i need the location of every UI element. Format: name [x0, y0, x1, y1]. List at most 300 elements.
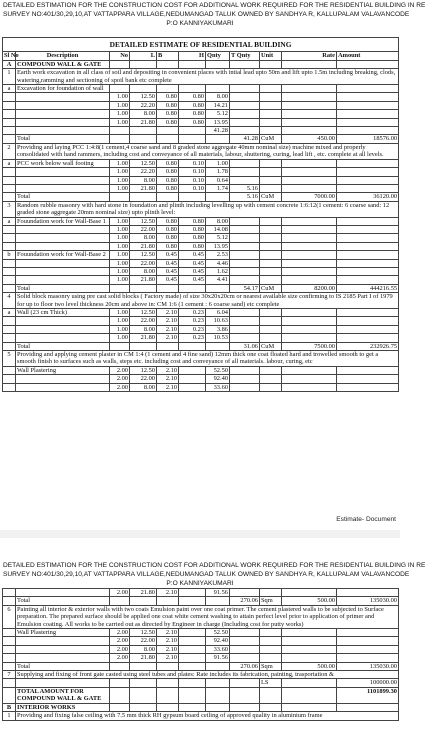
cell-l	[130, 60, 157, 68]
cell-unit	[260, 276, 282, 284]
cell-amount	[337, 176, 399, 184]
cell-l: 8.00	[130, 325, 157, 333]
cell-amount	[337, 101, 399, 109]
estimate-table-page-2	[2, 588, 399, 721]
table-row	[3, 334, 399, 342]
cell-l	[130, 662, 157, 670]
cell-b: 2.10	[157, 325, 179, 333]
cell-sl-no	[3, 168, 16, 176]
cell-sl-no: a	[3, 217, 16, 225]
cell-rate	[282, 110, 337, 118]
col-l: L	[130, 52, 157, 60]
cell-unit: CuM	[260, 284, 282, 292]
cell-amount	[337, 334, 399, 342]
cell-description	[16, 225, 110, 233]
cell-amount: 1101899.30	[337, 687, 399, 703]
cell-h	[179, 135, 206, 143]
cell-l: 21.80	[130, 334, 157, 342]
cell-sl-no	[3, 93, 16, 101]
cell-t-qnty	[230, 234, 260, 242]
cell-l: 12.50	[130, 93, 157, 101]
cell-item-description: Providing and laying PCC 1:4:8(1 cement,4 coarse sand and 8 graded stone aggregate 40mm nominal size) machine mixed and properly consolidated with hand rammers, including cost and conveyance of all materials, labour, shuttering, curing, lead lift , etc. complete at all levels.	[16, 143, 399, 159]
cell-l: 8.00	[130, 234, 157, 242]
cell-rate	[282, 267, 337, 275]
cell-rate	[282, 309, 337, 317]
cell-t-qnty: 270.06	[230, 597, 260, 605]
table-row	[3, 251, 399, 259]
cell-amount	[337, 309, 399, 317]
cell-b: 0.80	[157, 234, 179, 242]
cell-qnty: 10.63	[206, 317, 230, 325]
cell-l: 8.00	[130, 645, 157, 653]
cell-h: 0.45	[179, 259, 206, 267]
cell-unit	[260, 176, 282, 184]
cell-h: 0.80	[179, 110, 206, 118]
cell-item-description: Providing and applying cement plaster in CM 1:4 (1 cement and 4 fine sand) 12mm thick one coat floated hard and trowelled smooth to get a smooth finish to surfaces such as walls, steps etc. including cost and conveyance of all materials. labour, curing, etc	[16, 351, 399, 367]
table-row	[3, 342, 399, 350]
table-title: DETAILED ESTIMATE OF RESIDENTIAL BUILDING	[3, 38, 399, 52]
cell-qnty: 8.00	[206, 93, 230, 101]
cell-h	[179, 60, 206, 68]
cell-l	[130, 135, 157, 143]
cell-amount	[337, 85, 399, 93]
cell-l: 21.80	[130, 184, 157, 192]
col-no: No	[110, 52, 130, 60]
cell-qnty	[206, 193, 230, 201]
cell-description: Total	[16, 284, 110, 292]
cell-description: Wall (23 cm Thick)	[16, 309, 110, 317]
cell-rate	[282, 225, 337, 233]
cell-amount: 232926.75	[337, 342, 399, 350]
cell-t-qnty	[230, 383, 260, 391]
cell-l: 21.80	[130, 654, 157, 662]
cell-l	[130, 703, 157, 711]
col-qnty: Qnty	[206, 52, 230, 60]
cell-l: 8.00	[130, 267, 157, 275]
cell-rate	[282, 679, 337, 687]
cell-t-qnty	[230, 85, 260, 93]
cell-qnty	[206, 597, 230, 605]
cell-rate	[282, 589, 337, 597]
cell-description	[16, 679, 110, 687]
cell-b	[157, 597, 179, 605]
cell-t-qnty	[230, 60, 260, 68]
cell-unit	[260, 654, 282, 662]
cell-l: 12.50	[130, 251, 157, 259]
cell-amount: 100000.00	[337, 679, 399, 687]
cell-b: 0.80	[157, 93, 179, 101]
table-row	[3, 366, 399, 374]
cell-qnty: 52.50	[206, 629, 230, 637]
cell-t-qnty	[230, 242, 260, 250]
cell-b: 0.45	[157, 259, 179, 267]
cell-no: 1.00	[110, 309, 130, 317]
cell-l: 22.00	[130, 375, 157, 383]
cell-qnty: 14.08	[206, 225, 230, 233]
cell-b	[157, 60, 179, 68]
cell-description	[16, 383, 110, 391]
cell-l: 21.80	[130, 276, 157, 284]
cell-sl-no	[3, 589, 16, 597]
cell-sl-no	[3, 242, 16, 250]
cell-b	[157, 662, 179, 670]
cell-t-qnty	[230, 176, 260, 184]
cell-item-description: Earth work excavation in all class of soil and depositing in convenient places with intial lead upto 50m and lift upto 1.5m including breaking, clods, watering,ramming and sectioning of spoil bank etc complete	[16, 69, 399, 85]
cell-no: 1.00	[110, 168, 130, 176]
table-row	[3, 176, 399, 184]
cell-h: 0.10	[179, 168, 206, 176]
cell-no: 1.00	[110, 159, 130, 167]
cell-l: 21.80	[130, 589, 157, 597]
cell-no: 2.00	[110, 637, 130, 645]
cell-t-qnty	[230, 334, 260, 342]
cell-description	[16, 589, 110, 597]
cell-amount	[337, 267, 399, 275]
cell-sl-no	[3, 184, 16, 192]
cell-rate	[282, 159, 337, 167]
cell-l	[130, 193, 157, 201]
cell-no: 2.00	[110, 654, 130, 662]
cell-t-qnty: 5.16	[230, 193, 260, 201]
header-line-1: DETAILED ESTIMATION FOR THE CONSTRUCTION COST FOR ADDITIONAL WORK REQUIRED FOR THE RESIDENTIAL BUILDING IN RE	[3, 562, 425, 569]
cell-amount	[337, 645, 399, 653]
cell-b: 2.10	[157, 654, 179, 662]
cell-rate: 500.00	[282, 597, 337, 605]
cell-b	[157, 342, 179, 350]
table-row	[3, 712, 399, 720]
cell-description: PCC work below wall footing	[16, 159, 110, 167]
cell-rate	[282, 184, 337, 192]
cell-unit	[260, 629, 282, 637]
cell-qnty: 92.40	[206, 637, 230, 645]
cell-qnty: 6.04	[206, 309, 230, 317]
cell-qnty: 91.56	[206, 589, 230, 597]
table-row	[3, 60, 399, 68]
cell-amount: 18576.00	[337, 135, 399, 143]
cell-t-qnty	[230, 217, 260, 225]
cell-sl-no: 4	[3, 293, 16, 309]
cell-no	[110, 193, 130, 201]
cell-b: 0.80	[157, 110, 179, 118]
cell-description	[16, 101, 110, 109]
cell-qnty: 5.12	[206, 234, 230, 242]
cell-description: Wall Plastering	[16, 366, 110, 374]
cell-l: 8.00	[130, 383, 157, 391]
cell-qnty	[206, 284, 230, 292]
header-line-2: SURVEY NO:401/30,29,10,AT VATTAPPARA VILLAGE,NEDUMANGAD TALUK OWNED BY SANDHYA R, KALLUPALAM VALAVANCODE	[3, 571, 410, 578]
cell-h	[179, 85, 206, 93]
cell-no: 1.00	[110, 176, 130, 184]
cell-amount	[337, 217, 399, 225]
table-row	[3, 217, 399, 225]
cell-no: 1.00	[110, 325, 130, 333]
cell-unit	[260, 366, 282, 374]
cell-amount	[337, 375, 399, 383]
cell-sl-no	[3, 654, 16, 662]
cell-t-qnty	[230, 276, 260, 284]
cell-h: 0.10	[179, 184, 206, 192]
cell-b: 0.80	[157, 159, 179, 167]
estimate-table	[2, 37, 399, 392]
cell-amount: 36120.00	[337, 193, 399, 201]
cell-rate	[282, 234, 337, 242]
table-row	[3, 85, 399, 93]
cell-rate	[282, 325, 337, 333]
table-row	[3, 671, 399, 679]
cell-unit	[260, 184, 282, 192]
cell-no	[110, 703, 130, 711]
cell-no: 2.00	[110, 375, 130, 383]
cell-t-qnty	[230, 309, 260, 317]
table-row	[3, 259, 399, 267]
cell-rate: 7500.00	[282, 342, 337, 350]
cell-l: 12.50	[130, 629, 157, 637]
cell-qnty: 1.62	[206, 267, 230, 275]
table-row	[3, 143, 399, 159]
cell-l: 21.80	[130, 118, 157, 126]
cell-sl-no	[3, 645, 16, 653]
cell-description	[16, 637, 110, 645]
cell-no: 1.00	[110, 259, 130, 267]
cell-h: 0.80	[179, 242, 206, 250]
cell-h	[179, 703, 206, 711]
cell-qnty: 3.86	[206, 325, 230, 333]
cell-unit: Sqm	[260, 597, 282, 605]
cell-t-qnty: 54.17	[230, 284, 260, 292]
cell-no: 1.00	[110, 251, 130, 259]
cell-sl-no	[3, 679, 16, 687]
cell-rate	[282, 101, 337, 109]
cell-no: 2.00	[110, 383, 130, 391]
cell-l: 8.00	[130, 176, 157, 184]
cell-unit	[260, 375, 282, 383]
cell-h: 0.80	[179, 118, 206, 126]
cell-unit	[260, 687, 282, 703]
cell-t-qnty: 31.06	[230, 342, 260, 350]
cell-sl-no	[3, 127, 16, 135]
cell-description: Excavation for foundation of wall	[16, 85, 110, 93]
cell-unit	[260, 309, 282, 317]
cell-h	[179, 637, 206, 645]
cell-t-qnty	[230, 267, 260, 275]
cell-unit	[260, 317, 282, 325]
cell-amount	[337, 118, 399, 126]
cell-l: 12.50	[130, 309, 157, 317]
cell-sl-no: a	[3, 159, 16, 167]
cell-sl-no: 2	[3, 143, 16, 159]
cell-unit	[260, 383, 282, 391]
cell-no: 1.00	[110, 184, 130, 192]
cell-no	[110, 284, 130, 292]
cell-qnty: 41.28	[206, 127, 230, 135]
cell-description: Total	[16, 597, 110, 605]
table-row	[3, 135, 399, 143]
cell-h: 0.23	[179, 309, 206, 317]
cell-sl-no	[3, 375, 16, 383]
cell-t-qnty	[230, 637, 260, 645]
cell-no	[110, 597, 130, 605]
cell-rate	[282, 629, 337, 637]
cell-sl-no	[3, 234, 16, 242]
cell-h	[179, 687, 206, 703]
col-description: Description	[16, 52, 110, 60]
cell-t-qnty	[230, 118, 260, 126]
cell-b: 2.10	[157, 637, 179, 645]
cell-sl-no: 5	[3, 351, 16, 367]
cell-rate	[282, 118, 337, 126]
cell-rate	[282, 93, 337, 101]
cell-unit	[260, 93, 282, 101]
cell-sl-no	[3, 193, 16, 201]
header-line-3: P:O KANNIYAKUMARI	[166, 20, 234, 27]
cell-no: 1.00	[110, 317, 130, 325]
cell-l: 12.50	[130, 217, 157, 225]
cell-b: 0.80	[157, 225, 179, 233]
cell-no: 1.00	[110, 118, 130, 126]
cell-rate	[282, 703, 337, 711]
cell-t-qnty	[230, 703, 260, 711]
cell-h: 0.80	[179, 217, 206, 225]
cell-l: 22.20	[130, 101, 157, 109]
cell-t-qnty	[230, 629, 260, 637]
cell-sl-no	[3, 101, 16, 109]
cell-l: 22.00	[130, 259, 157, 267]
cell-h	[179, 662, 206, 670]
cell-amount	[337, 383, 399, 391]
cell-b	[157, 687, 179, 703]
cell-sl-no: A	[3, 60, 16, 68]
cell-qnty: 0.64	[206, 176, 230, 184]
cell-no: 1.00	[110, 242, 130, 250]
table-row	[3, 118, 399, 126]
cell-description: Fouundation work for Wall-Base 1	[16, 217, 110, 225]
col-unit: Unit	[260, 52, 282, 60]
cell-h	[179, 284, 206, 292]
cell-description	[16, 118, 110, 126]
cell-h	[179, 629, 206, 637]
cell-unit	[260, 118, 282, 126]
cell-no	[110, 342, 130, 350]
table-row	[3, 242, 399, 250]
cell-description	[16, 645, 110, 653]
cell-unit	[260, 127, 282, 135]
cell-amount	[337, 325, 399, 333]
cell-l	[130, 687, 157, 703]
cell-qnty: 13.95	[206, 118, 230, 126]
cell-sl-no: 7	[3, 671, 16, 679]
cell-h: 0.45	[179, 251, 206, 259]
cell-rate	[282, 85, 337, 93]
cell-b: 2.10	[157, 317, 179, 325]
cell-qnty: 14.21	[206, 101, 230, 109]
cell-unit	[260, 251, 282, 259]
cell-description: Fouundation work for Wall-Base 2	[16, 251, 110, 259]
cell-h	[179, 366, 206, 374]
document-header-page-2	[0, 560, 425, 588]
cell-description	[16, 334, 110, 342]
cell-amount	[337, 259, 399, 267]
cell-l: 22.00	[130, 637, 157, 645]
cell-no	[110, 679, 130, 687]
cell-b: 0.45	[157, 251, 179, 259]
cell-b: 2.10	[157, 309, 179, 317]
cell-description	[16, 267, 110, 275]
cell-no: 1.00	[110, 234, 130, 242]
cell-qnty: 4.46	[206, 259, 230, 267]
cell-qnty	[206, 662, 230, 670]
cell-t-qnty	[230, 93, 260, 101]
cell-h: 0.10	[179, 159, 206, 167]
cell-sl-no: a	[3, 309, 16, 317]
cell-l	[130, 284, 157, 292]
cell-l	[130, 679, 157, 687]
cell-rate	[282, 259, 337, 267]
cell-h	[179, 342, 206, 350]
cell-qnty: 91.56	[206, 654, 230, 662]
cell-t-qnty	[230, 159, 260, 167]
table-row	[3, 309, 399, 317]
cell-h: 0.45	[179, 267, 206, 275]
cell-h	[179, 654, 206, 662]
cell-rate	[282, 637, 337, 645]
cell-sl-no	[3, 276, 16, 284]
cell-h: 0.23	[179, 325, 206, 333]
cell-qnty: 4.41	[206, 276, 230, 284]
table-row	[3, 184, 399, 192]
cell-sl-no: 6	[3, 605, 16, 628]
cell-amount: 444216.55	[337, 284, 399, 292]
cell-rate: 8200.00	[282, 284, 337, 292]
cell-t-qnty	[230, 127, 260, 135]
table-row	[3, 101, 399, 109]
cell-amount	[337, 234, 399, 242]
cell-amount	[337, 629, 399, 637]
cell-t-qnty	[230, 679, 260, 687]
cell-rate	[282, 317, 337, 325]
cell-no: 2.00	[110, 366, 130, 374]
table-row	[3, 276, 399, 284]
cell-sl-no	[3, 629, 16, 637]
cell-b: 2.10	[157, 375, 179, 383]
cell-unit	[260, 85, 282, 93]
cell-item-description: Solid block masonry using pre cast solid blocks ( Factory made) of size 30x20x20cm or nearest available size confirming to IS 2185 Part I of 1979 for up to floor two level thickness 20cm and above in: CM 1:6 (1 cement : 6 coarse sand) etc complete	[16, 293, 399, 309]
cell-h	[179, 127, 206, 135]
cell-h	[179, 679, 206, 687]
cell-sl-no	[3, 383, 16, 391]
table-row	[3, 589, 399, 597]
cell-b	[157, 85, 179, 93]
table-row	[3, 110, 399, 118]
page-footer: Estimate- Document	[336, 516, 396, 523]
cell-unit	[260, 101, 282, 109]
cell-rate	[282, 276, 337, 284]
cell-rate	[282, 242, 337, 250]
cell-l: 22.00	[130, 317, 157, 325]
cell-amount	[337, 168, 399, 176]
cell-sl-no	[3, 135, 16, 143]
table-row	[3, 69, 399, 85]
cell-sl-no: 1	[3, 69, 16, 85]
table-row	[3, 325, 399, 333]
cell-no: 1.00	[110, 101, 130, 109]
cell-amount	[337, 276, 399, 284]
cell-no: 1.00	[110, 267, 130, 275]
cell-rate	[282, 60, 337, 68]
table-row	[3, 597, 399, 605]
cell-unit	[260, 267, 282, 275]
cell-h: 0.23	[179, 317, 206, 325]
cell-h	[179, 597, 206, 605]
